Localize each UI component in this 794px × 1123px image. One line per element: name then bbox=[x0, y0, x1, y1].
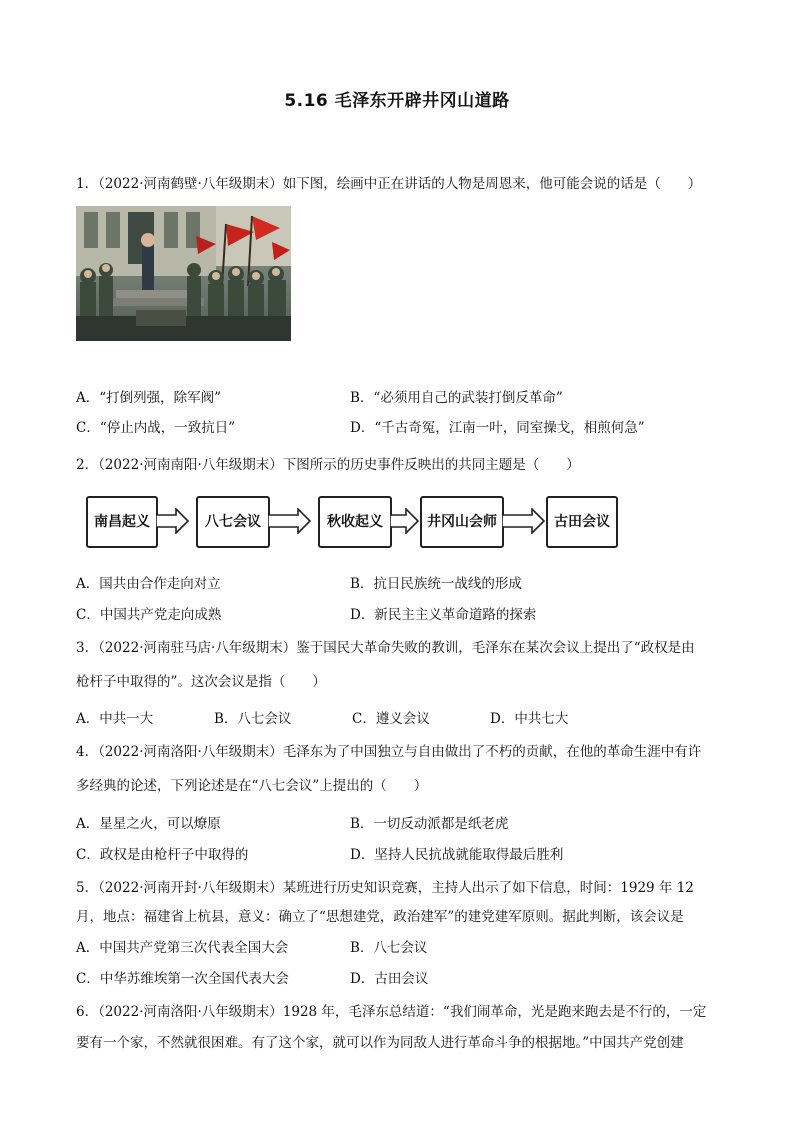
q2-option-c[interactable]: C．中国共产党走向成熟 bbox=[76, 607, 222, 623]
q2-option-a[interactable]: A．国共由合作走向对立 bbox=[76, 576, 221, 592]
flow-box-jinggangshan: 井冈山会师 bbox=[420, 496, 504, 548]
zhou-enlai-painting bbox=[76, 206, 291, 341]
question-1-stem: 1．（2022·河南鹤壁·八年级期末）如下图，绘画中正在讲话的人物是周恩来，他可能会说的话是（ ） bbox=[76, 176, 702, 192]
q5-option-d[interactable]: D．古田会议 bbox=[350, 971, 429, 987]
question-4-stem-line2: 多经典的论述，下列论述是在“八七会议”上提出的（ ） bbox=[76, 778, 428, 794]
flow-box-baqi: 八七会议 bbox=[196, 496, 270, 548]
arrow-right-icon bbox=[502, 508, 546, 534]
q1-option-d[interactable]: D．“千古奇冤，江南一叶，同室操戈，相煎何急” bbox=[350, 420, 645, 436]
arrow-right-icon bbox=[156, 508, 190, 534]
q4-option-c[interactable]: C．政权是由枪杆子中取得的 bbox=[76, 847, 249, 863]
q1-option-c[interactable]: C．“停止内战，一致抗日” bbox=[76, 420, 236, 436]
question-6-stem-line1: 6．（2022·河南洛阳·八年级期末）1928 年，毛泽东总结道：“我们闹革命，光是跑来跑去是不行的，一定 bbox=[76, 1004, 707, 1020]
q3-option-b[interactable]: B．八七会议 bbox=[214, 711, 292, 727]
q4-option-b[interactable]: B．一切反动派都是纸老虎 bbox=[350, 816, 509, 832]
question-4-stem-line1: 4．（2022·河南洛阳·八年级期末）毛泽东为了中国独立与自由做出了不朽的贡献，在他的革命生涯中有许 bbox=[76, 744, 702, 760]
arrow-right-icon bbox=[390, 508, 420, 534]
q5-option-a[interactable]: A．中国共产党第三次代表全国大会 bbox=[76, 940, 289, 956]
q4-option-a[interactable]: A．星星之火，可以燎原 bbox=[76, 816, 221, 832]
page-title: 5.16 毛泽东开辟井冈山道路 bbox=[284, 91, 510, 111]
event-flowchart bbox=[86, 496, 618, 548]
q3-option-c[interactable]: C．遵义会议 bbox=[352, 711, 430, 727]
arrow-right-icon bbox=[268, 508, 312, 534]
question-6-stem-line2: 要有一个家，不然就很困难。有了这个家，就可以作为同敌人进行革命斗争的根据地。”中国共产党创建 bbox=[76, 1035, 684, 1051]
q3-option-d[interactable]: D．中共七大 bbox=[490, 711, 569, 727]
flow-box-nanchang: 南昌起义 bbox=[86, 496, 158, 548]
question-3-stem-line1: 3．（2022·河南驻马店·八年级期末）鉴于国民大革命失败的教训，毛泽东在某次会议上提出了“政权是由 bbox=[76, 640, 695, 656]
q4-option-d[interactable]: D．坚持人民抗战就能取得最后胜利 bbox=[350, 847, 564, 863]
q1-option-a[interactable]: A．“打倒列强，除军阀” bbox=[76, 390, 222, 406]
question-2-stem: 2．（2022·河南南阳·八年级期末）下图所示的历史事件反映出的共同主题是（ ） bbox=[76, 457, 580, 473]
painting-image bbox=[76, 206, 291, 341]
question-5-stem-line1: 5．（2022·河南开封·八年级期末）某班进行历史知识竞赛，主持人出示了如下信息，时间：1929 年 12 bbox=[76, 880, 694, 896]
flow-box-qiushou: 秋收起义 bbox=[318, 496, 392, 548]
question-3-stem-line2: 枪杆子中取得的”。这次会议是指（ ） bbox=[76, 674, 326, 690]
q5-option-c[interactable]: C．中华苏维埃第一次全国代表大会 bbox=[76, 971, 289, 987]
q2-option-b[interactable]: B．抗日民族统一战线的形成 bbox=[350, 576, 522, 592]
q3-option-a[interactable]: A．中共一大 bbox=[76, 711, 154, 727]
q1-option-b[interactable]: B．“必须用自己的武装打倒反革命” bbox=[350, 390, 563, 406]
q2-option-d[interactable]: D．新民主主义革命道路的探索 bbox=[350, 607, 537, 623]
q5-option-b[interactable]: B．八七会议 bbox=[350, 940, 428, 956]
question-5-stem-line2: 月，地点：福建省上杭县，意义：确立了“思想建党，政治建军”的建党建军原则。据此判断，该会议是 bbox=[76, 909, 684, 925]
flow-box-gutian: 古田会议 bbox=[546, 496, 618, 548]
